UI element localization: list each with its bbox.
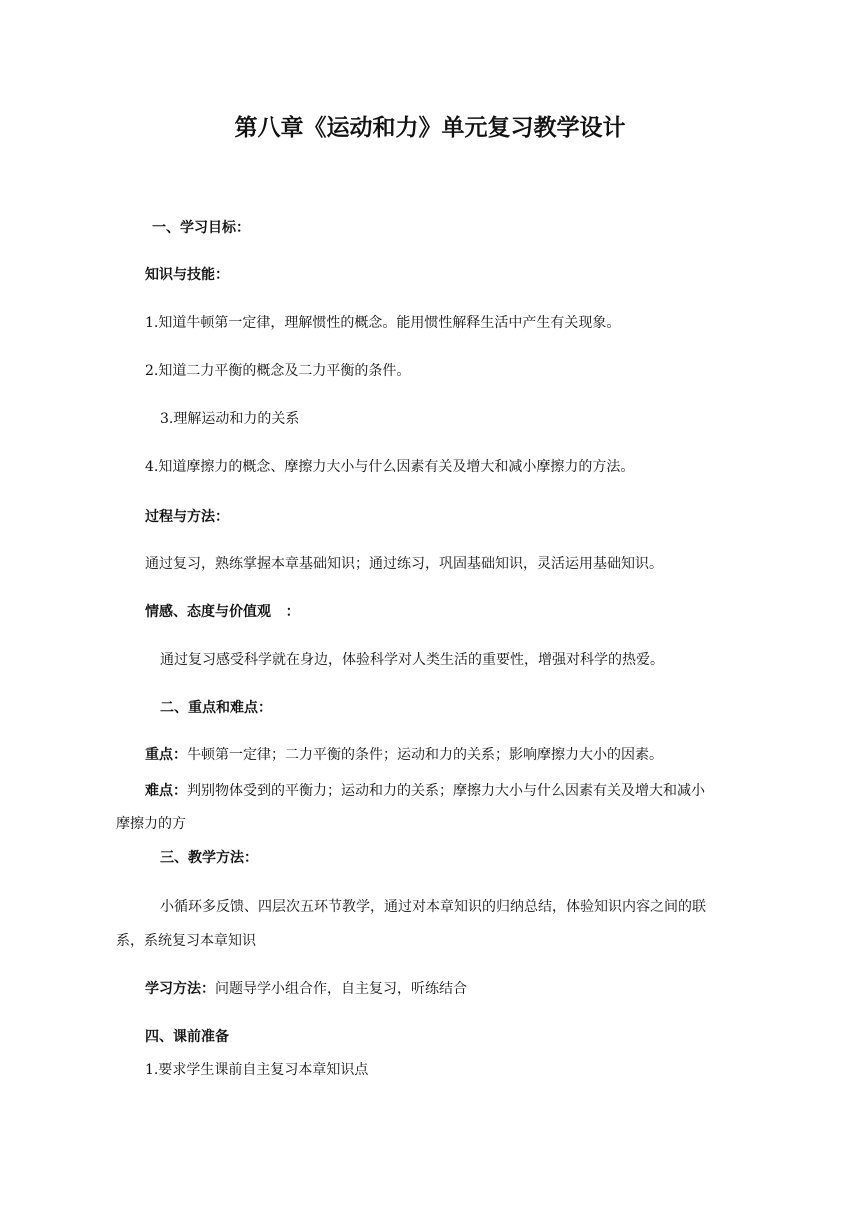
subheading-process-methods: 过程与方法：	[145, 509, 229, 525]
study-method-label: 学习方法：	[145, 981, 215, 997]
subheading-knowledge-skills: 知识与技能：	[145, 267, 229, 283]
method-text-continued: 系，系统复习本章知识	[116, 933, 256, 949]
knowledge-item: 3.理解运动和力的关系	[160, 411, 300, 427]
study-method-text: 问题导学小组合作，自主复习，听练结合	[215, 981, 467, 997]
preparation-item: 1.要求学生课前自主复习本章知识点	[145, 1062, 369, 1078]
knowledge-item: 2.知道二力平衡的概念及二力平衡的条件。	[145, 363, 411, 379]
section-heading-key-difficult: 二、重点和难点：	[160, 700, 272, 716]
method-text: 小循环多反馈、四层次五环节教学，通过对本章知识的归纳总结，体验知识内容之间的联	[160, 899, 706, 915]
difficult-points-text-continued: 摩擦力的方	[116, 816, 186, 832]
document-title: 第八章《运动和力》单元复习教学设计	[234, 115, 626, 141]
emotion-text: 通过复习感受科学就在身边，体验科学对人类生活的重要性，增强对科学的热爱。	[160, 652, 664, 668]
knowledge-item: 1.知道牛顿第一定律，理解惯性的概念。能用惯性解释生活中产生有关现象。	[145, 315, 621, 331]
key-points-text: 牛顿第一定律；二力平衡的条件；运动和力的关系；影响摩擦力大小的因素。	[187, 747, 663, 763]
key-points-label: 重点：	[145, 747, 187, 763]
section-heading-objectives: 一、学习目标：	[152, 220, 250, 236]
key-points-line	[145, 745, 663, 765]
subheading-emotion-values: 情感、态度与价值观 ：	[145, 604, 300, 620]
knowledge-item: 4.知道摩擦力的概念、摩擦力大小与什么因素有关及增大和减小摩擦力的方法。	[145, 459, 635, 475]
difficult-points-text: 判别物体受到的平衡力；运动和力的关系；摩擦力大小与什么因素有关及增大和减小	[187, 783, 705, 799]
study-method-line	[145, 979, 467, 999]
section-heading-preparation: 四、课前准备	[145, 1029, 229, 1045]
difficult-points-line	[145, 781, 705, 801]
process-text: 通过复习，熟练掌握本章基础知识；通过练习，巩固基础知识，灵活运用基础知识。	[145, 556, 663, 572]
difficult-points-label: 难点：	[145, 783, 187, 799]
section-heading-teaching-methods: 三、教学方法：	[160, 850, 258, 866]
